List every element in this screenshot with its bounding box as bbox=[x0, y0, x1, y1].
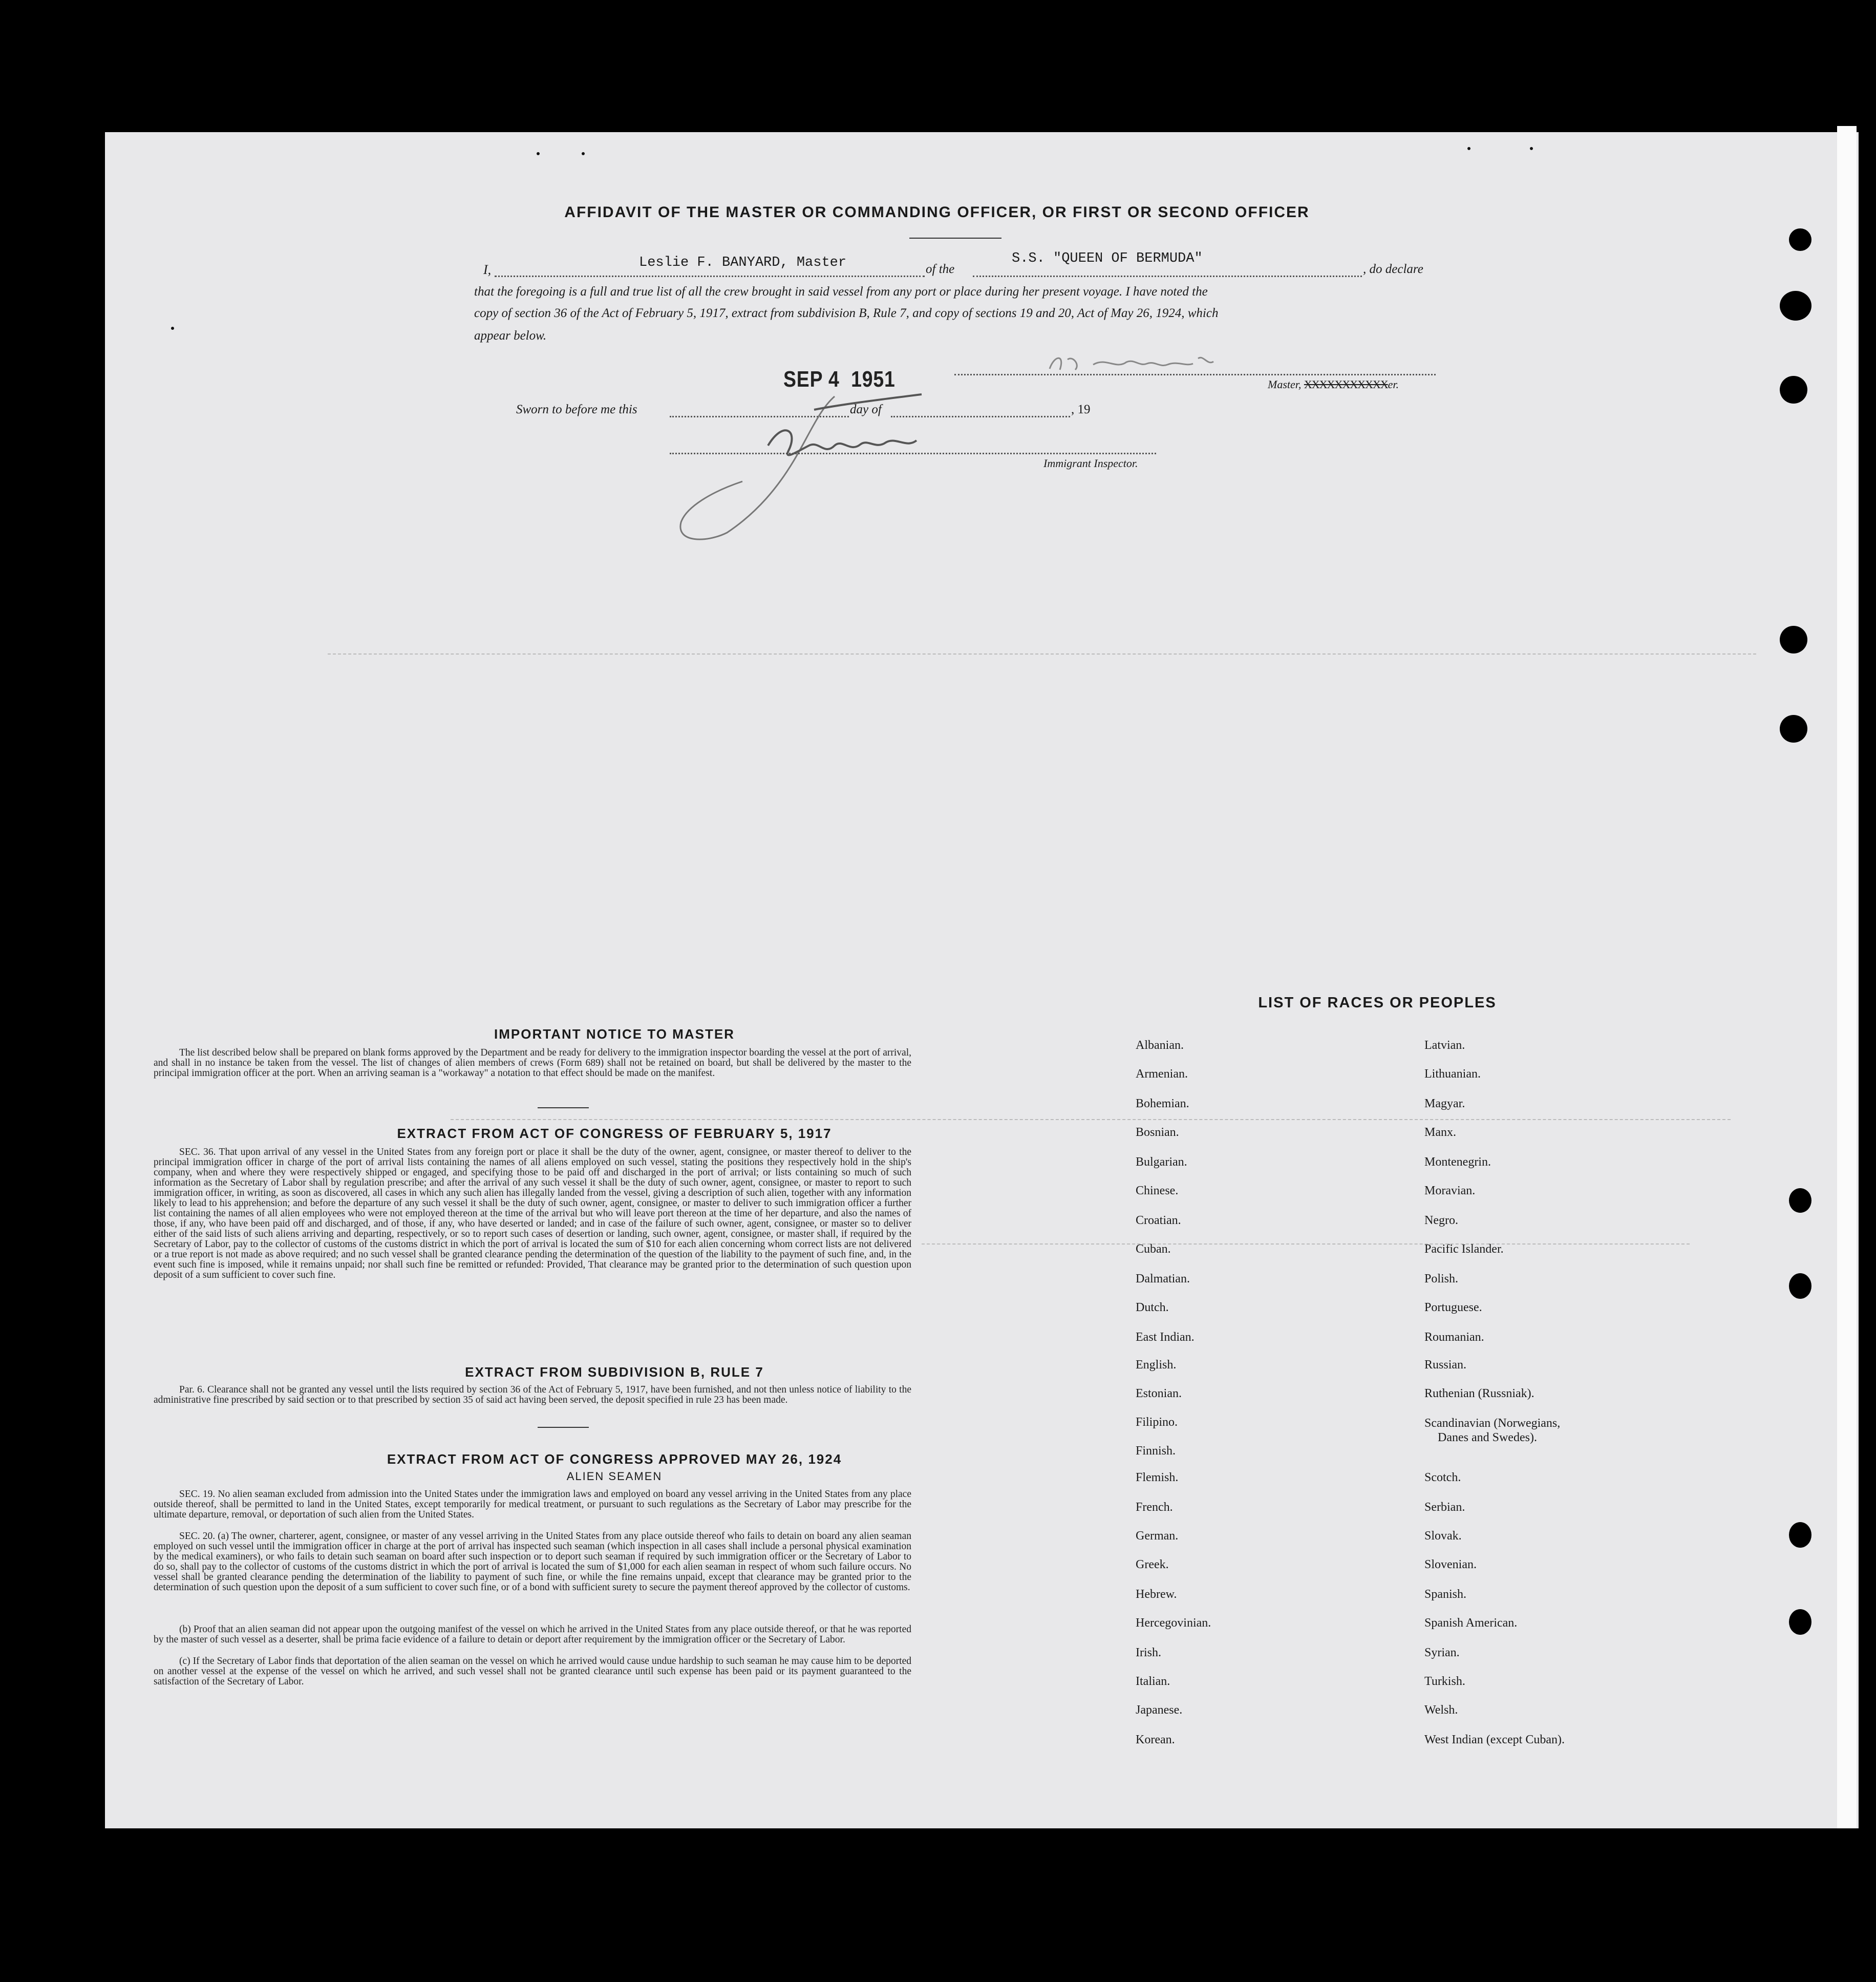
race-item: English. bbox=[1136, 1358, 1177, 1372]
race-item: Lithuanian. bbox=[1424, 1067, 1481, 1081]
affidavit-line-2: that the foregoing is a full and true list of all the crew brought in said vessel from any port or place during her present voyage. I have noted the bbox=[474, 285, 1208, 299]
race-item: Spanish American. bbox=[1424, 1616, 1518, 1630]
race-item: Moravian. bbox=[1424, 1184, 1476, 1197]
punch-hole bbox=[1780, 291, 1811, 321]
race-item: Irish. bbox=[1136, 1646, 1161, 1659]
race-item: Greek. bbox=[1136, 1558, 1169, 1571]
race-item: Russian. bbox=[1424, 1358, 1467, 1372]
race-item: Syrian. bbox=[1424, 1646, 1460, 1659]
title-rule bbox=[909, 238, 1001, 239]
race-item: Italian. bbox=[1136, 1675, 1170, 1688]
affidavit-line-4: appear below. bbox=[474, 329, 547, 343]
race-item: French. bbox=[1136, 1501, 1173, 1514]
speck bbox=[171, 327, 174, 330]
extract-rule7-body: Par. 6. Clearance shall not be granted any vessel until the lists required by section 36 of the Act of February 5, 1917, have been furnished, and not then unless notice of liability to the administrative fine prescribed by said section or to that prescribed by section 35 of said act having been served, the deposit specified in rule 23 has been made. bbox=[154, 1384, 911, 1405]
master-suffix: er. bbox=[1388, 378, 1399, 391]
race-item: Korean. bbox=[1136, 1733, 1175, 1746]
race-item: Montenegrin. bbox=[1424, 1155, 1491, 1169]
inspector-signature-line bbox=[670, 453, 1156, 454]
inspector-signature bbox=[666, 389, 1024, 548]
race-item: Negro. bbox=[1424, 1214, 1458, 1227]
race-item: Spanish. bbox=[1424, 1588, 1467, 1601]
race-item: Flemish. bbox=[1136, 1471, 1179, 1484]
punch-hole bbox=[1789, 1188, 1811, 1213]
master-signature-line bbox=[954, 374, 1436, 375]
race-item: Ruthenian (Russniak). bbox=[1424, 1387, 1534, 1400]
race-item: Japanese. bbox=[1136, 1703, 1183, 1717]
affidavit-line-3: copy of section 36 of the Act of February 5, 1917, extract from subdivision B, Rule 7, and copy of sections 19 and 20, Act of May 26, 1924, which bbox=[474, 306, 1219, 320]
master-label-text: Master, bbox=[1268, 378, 1302, 391]
extract-1924-sec20a: SEC. 20. (a) The owner, charterer, agent, consignee, or master of any vessel arriving in the United States from any place outside thereof who fails to detain on board any alien seaman employed on such vessel until the immigration officer in charge at the port of arrival has inspected such seaman (which inspection in all cases shall include a personal physical examination by the medical examiners), or who fails to detain such seaman on board after such inspection or to deport such seaman if required by such immigration officer or the Secretary of Labor to do so, shall pay to the collector of customs of the customs district in which the port of arrival is located the sum of $1,000 for each alien seaman in respect of whom such failure occurs. No vessel shall be granted clearance pending the determination of the liability to payment of such fine, or while the fine remains unpaid, except that clearance may be granted prior to the determination of such question upon the deposit of a sum sufficient to cover such fine, or of a bond with sufficient surety to secure the payment thereof approved by the collector of customs. bbox=[154, 1531, 911, 1593]
race-item: Roumanian. bbox=[1424, 1331, 1484, 1344]
pronoun: I, bbox=[483, 262, 492, 277]
speck bbox=[1530, 147, 1533, 150]
vessel-name: S.S. "QUEEN OF BERMUDA" bbox=[1012, 251, 1203, 266]
race-item: Pacific Islander. bbox=[1424, 1242, 1504, 1256]
race-item: Albanian. bbox=[1136, 1039, 1184, 1052]
master-label bbox=[1268, 378, 1399, 391]
master-signature bbox=[1044, 349, 1270, 380]
punch-hole bbox=[1780, 376, 1807, 404]
notice-title: IMPORTANT NOTICE TO MASTER bbox=[494, 1026, 735, 1042]
inspector-label: Immigrant Inspector. bbox=[1043, 457, 1138, 470]
punch-hole bbox=[1780, 715, 1807, 743]
notice-rule bbox=[538, 1107, 589, 1108]
faint-ruling bbox=[451, 1119, 1731, 1120]
speck bbox=[582, 152, 585, 155]
extract-1924-sec19: SEC. 19. No alien seaman excluded from admission into the United States under the immigration laws and employed on board any vessel arriving in the United States from any place outside thereof, shall be permitted to land in the United States, except temporarily for medical treatment, or pursuant to such regulations as the Secretary of Labor may prescribe for the ultimate departure, removal, or deportation of such alien from the United States. bbox=[154, 1489, 911, 1520]
extract-rule7-title: EXTRACT FROM SUBDIVISION B, RULE 7 bbox=[465, 1364, 764, 1380]
race-item: East Indian. bbox=[1136, 1331, 1195, 1344]
race-item: Bosnian. bbox=[1136, 1126, 1179, 1139]
race-item: Serbian. bbox=[1424, 1501, 1465, 1514]
race-item: Latvian. bbox=[1424, 1039, 1465, 1052]
race-item: Magyar. bbox=[1424, 1097, 1465, 1110]
extract-1924-sec20b: (b) Proof that an alien seaman did not appear upon the outgoing manifest of the vessel on which he arrived in the United States from any place outside thereof, or that he was reported by the master of such vessel as a deserter, shall be prima facie evidence of a failure to detain or deport after requirement by the immigration officer or the Secretary of Labor. bbox=[154, 1624, 911, 1645]
punch-hole bbox=[1789, 1273, 1811, 1299]
race-item: Slovak. bbox=[1424, 1529, 1462, 1543]
race-item: Manx. bbox=[1424, 1126, 1456, 1139]
sworn-label: Sworn to before me this bbox=[516, 403, 637, 416]
speck bbox=[1467, 147, 1470, 150]
day-of-label: day of bbox=[850, 403, 882, 416]
date-stamp: SEP 4 1951 bbox=[783, 367, 896, 392]
punch-hole bbox=[1789, 1522, 1811, 1548]
race-item: German. bbox=[1136, 1529, 1179, 1543]
extract-1924-title: EXTRACT FROM ACT OF CONGRESS APPROVED MAY 26, 1924 bbox=[387, 1451, 842, 1467]
master-crossed-out: XXXXXXXXXXX bbox=[1304, 378, 1388, 391]
race-item: Scotch. bbox=[1424, 1471, 1461, 1484]
race-item: Dalmatian. bbox=[1136, 1272, 1190, 1285]
notice-body: The list described below shall be prepared on blank forms approved by the Department and be ready for delivery to the immigration inspector boarding the vessel at the port of arrival, and shall in no instance be taken from the vessel. The list of changes of alien members of crews (Form 689) shall not be retained on board, but shall be delivered by the master to the principal immigration officer at the port. When an arriving seaman is a "workaway" a notation to that effect should be made on the manifest. bbox=[154, 1047, 911, 1079]
race-item: Hercegovinian. bbox=[1136, 1616, 1211, 1630]
race-item: Finnish. bbox=[1136, 1444, 1176, 1458]
faint-ruling bbox=[328, 653, 1756, 655]
speck bbox=[537, 152, 540, 155]
race-item: Bohemian. bbox=[1136, 1097, 1189, 1110]
of-the-label: of the bbox=[926, 262, 955, 276]
race-item: Turkish. bbox=[1424, 1675, 1465, 1688]
race-item: Croatian. bbox=[1136, 1214, 1181, 1227]
punch-hole bbox=[1780, 626, 1807, 653]
faint-ruling bbox=[922, 1243, 1690, 1245]
race-item: Danes and Swedes). bbox=[1438, 1431, 1537, 1444]
race-item: Cuban. bbox=[1136, 1242, 1171, 1256]
extract-1917-title: EXTRACT FROM ACT OF CONGRESS OF FEBRUARY 5, 1917 bbox=[397, 1126, 832, 1141]
year-label: , 19 bbox=[1071, 403, 1091, 416]
extract-1917-body: SEC. 36. That upon arrival of any vessel in the United States from any foreign port or place it shall be the duty of the owner, agent, consignee, or master thereof to deliver to the principal immigration officer in charge of the port of arrival lists containing the names of all aliens employed on such vessel, stating the positions they respectively hold in the ship's company, when and where they were respectively shipped or engaged, and specifying those to be paid off and discharged in the port of arrival; or lists containing so much of such information as the Secretary of Labor shall by regulation prescribe; and after the arrival of any such vessel it shall be the duty of such owner, agent, consignee, or master to report to such immigration officer, in writing, as soon as discovered, all cases in which any such alien has illegally landed from the vessel, giving a description of such alien, together with any information likely to lead to his apprehension; and before the departure of any such vessel it shall be the duty of such owner, agent, consignee, or master to deliver to such immigration officer a further list containing the names of all alien employees who were not employed thereon at the time of the arrival but who will leave port thereon at the time of her departure, and also the names of those, if any, who have been paid off and discharged, and of those, if any, who have deserted or landed; and in case of the failure of such owner, agent, consignee, or master so to deliver either of the said lists of such aliens arriving and departing, respectively, or so to report such cases of desertion or landing, such owner, agent, consignee, or master shall, if required by the Secretary of Labor, pay to the collector of customs of the customs district in which the port of arrival is located the sum of $10 for each alien concerning whom correct lists are not delivered or a true report is not made as above required; and no such vessel shall be granted clearance pending the determination of the question of the liability to the payment of such fine, and, in the event such fine is imposed, while it remains unpaid; nor shall such fine be remitted or refunded: Provided, That clearance may be granted prior to the determination of such question upon deposit of a sum sufficient to cover such fine. bbox=[154, 1147, 911, 1280]
race-item: Dutch. bbox=[1136, 1301, 1169, 1314]
punch-hole bbox=[1789, 1609, 1811, 1635]
race-item: Welsh. bbox=[1424, 1703, 1458, 1717]
race-item: Estonian. bbox=[1136, 1387, 1182, 1400]
race-item: Chinese. bbox=[1136, 1184, 1179, 1197]
race-item: Portuguese. bbox=[1424, 1301, 1482, 1314]
declarant-line bbox=[495, 276, 925, 277]
race-item: West Indian (except Cuban). bbox=[1424, 1733, 1565, 1746]
races-title: LIST OF RACES OR PEOPLES bbox=[1258, 995, 1497, 1011]
rule7-rule bbox=[538, 1427, 589, 1428]
vessel-line bbox=[973, 276, 1362, 277]
extract-1924-subtitle: ALIEN SEAMEN bbox=[566, 1470, 663, 1483]
do-declare-label: , do declare bbox=[1363, 262, 1423, 276]
race-item: Filipino. bbox=[1136, 1416, 1178, 1429]
race-item: Bulgarian. bbox=[1136, 1155, 1187, 1169]
race-item: Hebrew. bbox=[1136, 1588, 1177, 1601]
punch-hole bbox=[1789, 228, 1811, 251]
race-item: Armenian. bbox=[1136, 1067, 1188, 1081]
race-item: Slovenian. bbox=[1424, 1558, 1477, 1571]
affidavit-title: AFFIDAVIT OF THE MASTER OR COMMANDING OFFICER, OR FIRST OR SECOND OFFICER bbox=[564, 204, 1310, 221]
race-item: Polish. bbox=[1424, 1272, 1459, 1285]
declarant-name: Leslie F. BANYARD, Master bbox=[639, 255, 847, 270]
race-item: Scandinavian (Norwegians, bbox=[1424, 1417, 1561, 1430]
extract-1924-sec20c: (c) If the Secretary of Labor finds that deportation of the alien seaman on the vessel on which he arrived would cause undue hardship to such seaman he may cause him to be deported on another vessel at the expense of the vessel on which he arrived, and such vessel shall not be granted clearance until such expense has been paid or its payment guaranteed to the satisfaction of the Secretary of Labor. bbox=[154, 1656, 911, 1687]
page-edge bbox=[1837, 126, 1857, 1828]
